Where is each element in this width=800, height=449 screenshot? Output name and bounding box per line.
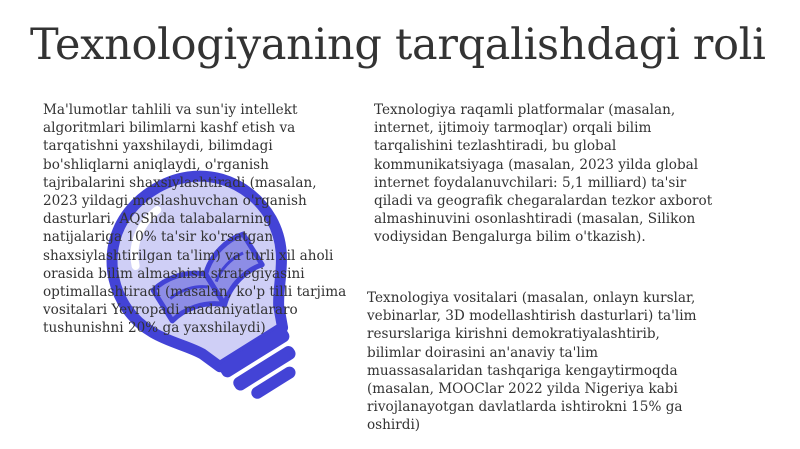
paragraph-right-top: Texnologiya raqamli platformalar (masalan, internet, ijtimoiy tarmoqlar) orqali bilim tarqalishini tezlashtiradi, bu global kommunikatsiyaga (masalan, 2023 yilda global internet foydalanuvchilari: 5,1 milliard) ta'sir qiladi va geografik chegaralardan tezkor axborot almashinuvini osonlashtiradi (masalan, Silikon vodiysidan Bengalurga bilim o'tkazish). bbox=[374, 102, 713, 246]
paragraph-right-bottom: Texnologiya vositalari (masalan, onlayn kurslar, vebinarlar, 3D modellashtirish dasturlari) ta'lim resurslariga kirishni demokratiyalashtirib, bilimlar doirasini an'anaviy ta'lim muassasalaridan tashqariga kengaytirmoqda (masalan, MOOClar 2022 yilda Nigeriya kabi rivojlanayotgan davlatlarda ishtirokni 15% ga oshirdi) bbox=[367, 290, 697, 434]
slide-title: Texnologiyaning tarqalishdagi roli bbox=[30, 20, 766, 70]
paragraph-left: Ma'lumotlar tahlili va sun'iy intellekt algoritmlari bilimlarni kashf etish va tarqatishni yaxshilaydi, bilimdagi bo'shliqlarni aniqlaydi, o'rganish tajribalarini shaxsiylashtiradi (masalan, 2023 yildagi moslashuvchan o'rganish dasturlari, AQShda talabalarning natijalariga 10% ta'sir ko'rsatgan shaxsiylashtirilgan ta'lim) va turli xil aholi orasida bilim almashish strategiyasini optimallashtiradi (masalan, ko'p tilli tarjima vositalari Yevropadi madaniyatlararo tushunishni 20% ga yaxshilaydi) bbox=[43, 102, 347, 337]
